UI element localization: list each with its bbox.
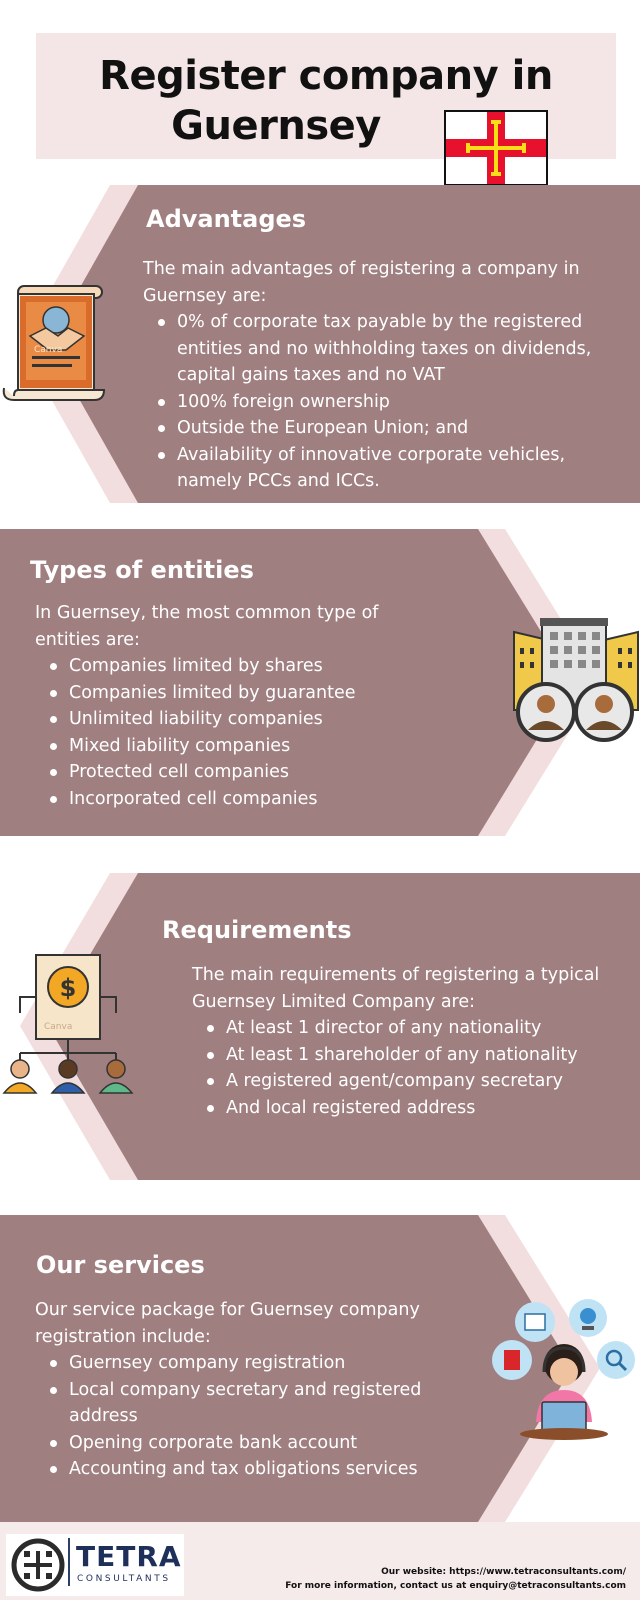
list-item: And local registered address — [192, 1095, 632, 1122]
svg-text:$: $ — [59, 974, 77, 1002]
list-item: A registered agent/company secretary — [192, 1068, 632, 1095]
requirements-body — [192, 962, 632, 1121]
entities-body — [35, 600, 475, 812]
services-list — [35, 1350, 485, 1483]
advantages-body — [143, 256, 633, 495]
list-item: Outside the European Union; and — [143, 415, 633, 442]
list-item: Guernsey company registration — [35, 1350, 485, 1377]
entities-title: Types of entities — [30, 556, 254, 584]
footer — [0, 1522, 640, 1600]
icon-watermark: Canva — [34, 345, 63, 355]
tetra-logo-icon — [10, 1537, 66, 1593]
icon-watermark: Canva — [44, 1022, 73, 1032]
requirements-title: Requirements — [162, 916, 352, 944]
advantages-intro: The main advantages of registering a company in Guernsey are: — [143, 259, 580, 306]
office-buildings-people-icon — [512, 618, 640, 746]
list-item: At least 1 shareholder of any nationality — [192, 1042, 632, 1069]
list-item: Opening corporate bank account — [35, 1430, 485, 1457]
logo-sub: CONSULTANTS — [77, 1574, 171, 1584]
services-body — [35, 1297, 485, 1483]
footer-website[interactable]: Our website: https://www.tetraconsultants.com/ — [381, 1567, 626, 1577]
list-item: Protected cell companies — [35, 759, 475, 786]
list-item: Companies limited by shares — [35, 653, 475, 680]
services-title: Our services — [36, 1251, 205, 1279]
list-item: Incorporated cell companies — [35, 786, 475, 813]
list-item: 0% of corporate tax payable by the registered entities and no withholding taxes on dividends, capital gains taxes and no VAT — [143, 309, 633, 389]
footer-contact[interactable]: For more information, contact us at enquiry@tetraconsultants.com — [285, 1581, 626, 1591]
entities-list — [35, 653, 475, 812]
requirements-list — [192, 1015, 632, 1121]
list-item: Companies limited by guarantee — [35, 680, 475, 707]
advantages-title: Advantages — [146, 205, 307, 233]
list-item: Local company secretary and registered address — [35, 1377, 485, 1430]
list-item: Accounting and tax obligations services — [35, 1456, 485, 1483]
title-line-2: Guernsey — [171, 103, 381, 149]
customer-support-agent-icon — [490, 1298, 640, 1470]
requirements-intro: The main requirements of registering a typical Guernsey Limited Company are: — [192, 965, 600, 1012]
list-item: Availability of innovative corporate vehicles, namely PCCs and ICCs. — [143, 442, 633, 495]
list-item: Unlimited liability companies — [35, 706, 475, 733]
list-item: At least 1 director of any nationality — [192, 1015, 632, 1042]
advantages-list — [143, 309, 633, 495]
list-item: 100% foreign ownership — [143, 389, 633, 416]
title-line-1: Register company in — [99, 53, 553, 99]
list-item: Mixed liability companies — [35, 733, 475, 760]
logo-name: TETRA — [76, 1540, 182, 1573]
contract-handshake-icon — [0, 284, 112, 406]
dollar-document-team-icon — [0, 953, 140, 1095]
services-intro: Our service package for Guernsey company registration include: — [35, 1300, 420, 1347]
tetra-logo[interactable] — [6, 1534, 184, 1596]
guernsey-flag-icon — [444, 110, 548, 186]
entities-intro: In Guernsey, the most common type of entities are: — [35, 603, 379, 650]
